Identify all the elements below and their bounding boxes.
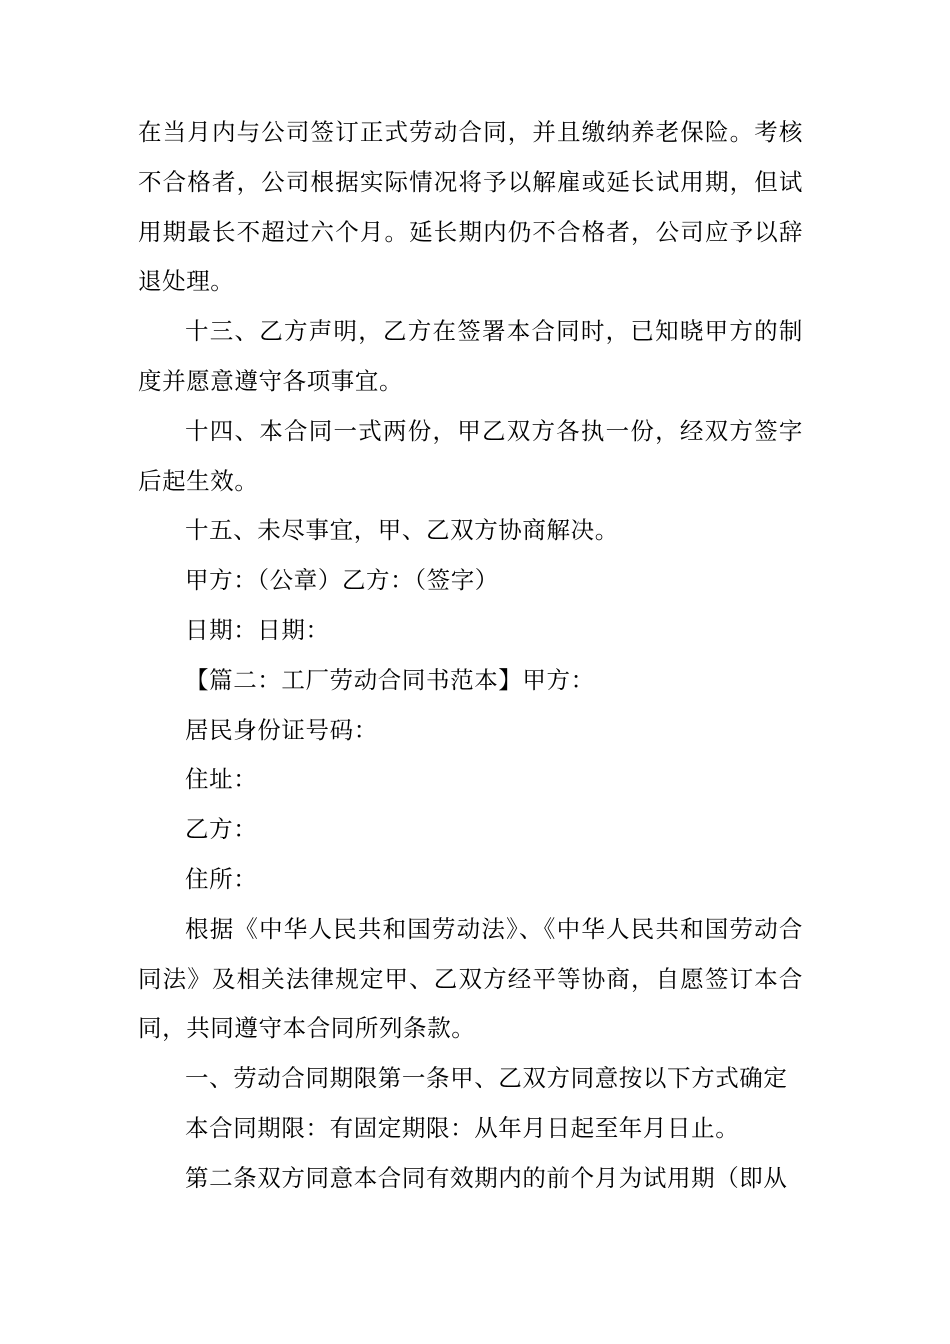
date-line: 日期：日期： — [185, 615, 330, 644]
residence-field-party-b: 住所： — [185, 864, 258, 893]
signature-line: 甲方：（公章）乙方：（签字） — [185, 566, 499, 595]
paragraph-fixed-term: 本合同期限：有固定期限：从年月日起至年月日止。 — [185, 1113, 740, 1142]
paragraph-legal-basis: 根据《中华人民共和国劳动法》、《中华人民共和国劳动合同法》及相关法律规定甲、乙双方经平等协商，自愿签订本合同，共同遵守本合同所列条款。 — [138, 914, 803, 1043]
paragraph-clause-13: 十三、乙方声明，乙方在签署本合同时，已知晓甲方的制度并愿意遵守各项事宜。 — [138, 317, 803, 395]
paragraph-clause-14: 十四、本合同一式两份，甲乙双方各执一份，经双方签字后起生效。 — [138, 416, 803, 495]
paragraph-article-2: 第二条双方同意本合同有效期内的前个月为试用期（即从 — [185, 1163, 788, 1192]
id-number-field: 居民身份证号码： — [185, 715, 378, 744]
document-body — [138, 108, 803, 1204]
address-field-party-a: 住址： — [185, 765, 258, 794]
section-heading-part-two: 【篇二：工厂劳动合同书范本】甲方： — [185, 665, 595, 694]
paragraph-probation-continued: 在当月内与公司签订正式劳动合同，并且缴纳养老保险。考核不合格者，公司根据实际情况将予以解雇或延长试用期，但试用期最长不超过六个月。延长期内仍不合格者，公司应予以辞退处理。 — [138, 118, 803, 296]
party-b-field: 乙方： — [185, 815, 258, 844]
paragraph-contract-term: 一、劳动合同期限第一条甲、乙双方同意按以下方式确定 — [185, 1064, 788, 1093]
paragraph-clause-15: 十五、未尽事宜，甲、乙双方协商解决。 — [185, 516, 619, 545]
